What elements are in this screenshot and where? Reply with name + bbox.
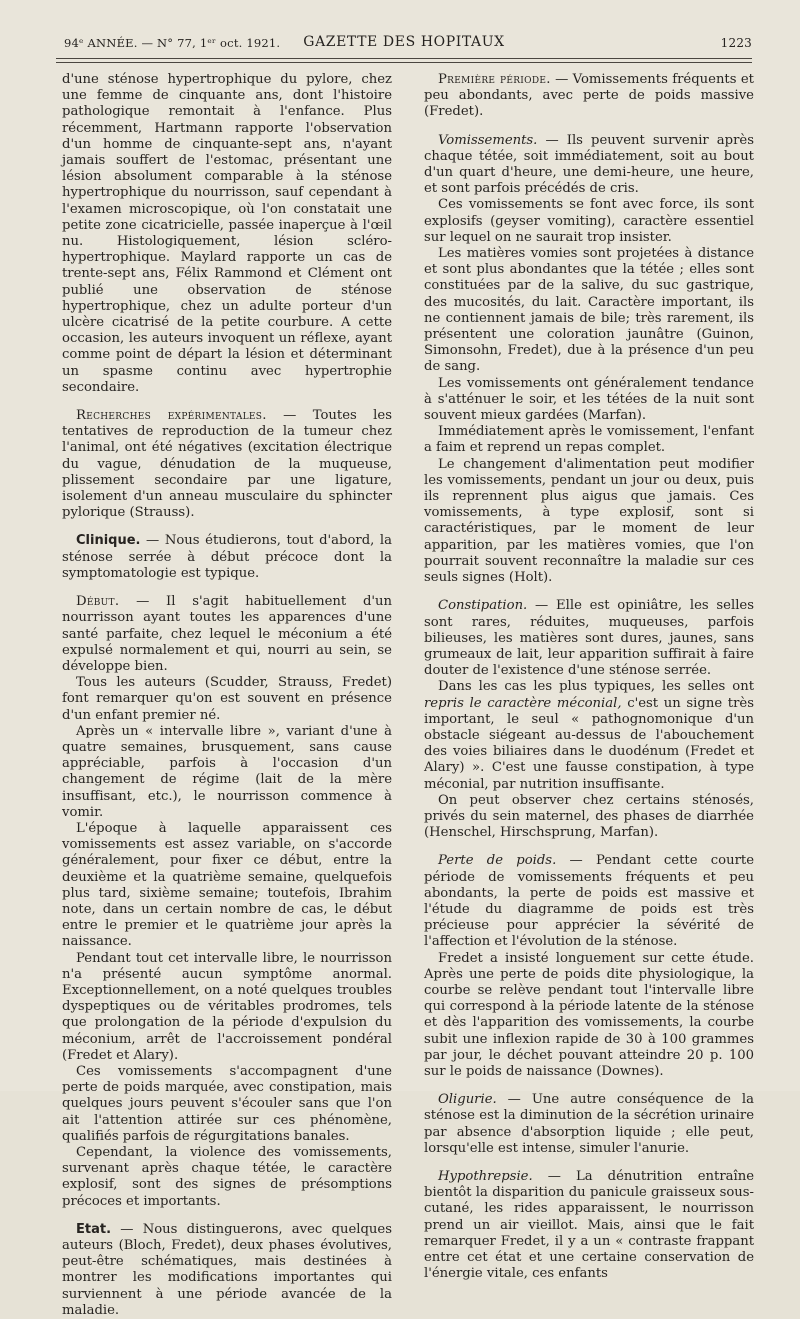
paragraph-experimental (62, 408, 392, 521)
paragraph-hypothrepsie (424, 1169, 754, 1282)
section-heading: Etat. (76, 1221, 112, 1237)
right-column (424, 72, 754, 1282)
left-column (62, 72, 392, 1319)
paragraph-premiere-periode (424, 72, 754, 121)
paragraph-text: — Il s'agit habituellement d'un nourrisson ayant toutes les apparences d'une santé parfaite, chez lequel le méconium a été expulsé normalement et qui, nourri au sein, se développe bien. (62, 594, 392, 674)
paragraph: Tous les auteurs (Scudder, Strauss, Fredet) font remarquer qu'on est souvent en présence d'un enfant premier né. (62, 675, 392, 723)
section-heading: Hypothrepsie. (438, 1169, 533, 1184)
paragraph-text: Dans les cas les plus typiques, les selles ont (438, 679, 754, 695)
paragraph-text: — Vomissements fréquents et peu abondants, avec perte de poids massive (Fredet). (424, 72, 754, 120)
section-heading: Vomissements. (438, 132, 538, 148)
paragraph-oligurie (424, 1092, 754, 1157)
paragraph: Le changement d'alimentation peut modifier les vomissements, pendant un jour ou deux, puis ils reprennent plus aigus que jamais. Ces vomissements, à type explosif, sont si caractéristiques, par le moment de leur apparition, par les matières vomies, que l'on pourrait souvent reconnaître la maladie sur ces seuls signes (Holt). (424, 456, 754, 586)
paragraph-vomissements (424, 133, 754, 198)
running-header (56, 30, 752, 54)
paragraph-perte-de-poids (424, 853, 754, 950)
paragraph-text: — Pendant cette courte période de vomissements fréquents et peu abondants, la perte de poids est massive et l'étude du diagramme de poids est très précieuse pour apprécier la sévérité de l'affection et l'évolution de la sténose. (424, 853, 754, 950)
paragraph: On peut observer chez certains sténosés, privés du sein maternel, des phases de diarrhée (Henschel, Hirschsprung, Marfan). (424, 792, 754, 841)
section-heading: Clinique. (76, 533, 141, 549)
paragraph: Les matières vomies sont projetées à distance et sont plus abondantes que la tétée ; elles sont constituées par de la salive, du suc gastrique, des mucosités, du lait. Caractère important, ils ne contiennent jamais de bile; très rarement, ils présentent une coloration jaunâtre (Guinon, Simonsohn, Fredet), due à la présence d'un peu de sang. (424, 246, 754, 375)
section-heading: Constipation. (438, 598, 528, 614)
paragraph: Fredet a insisté longuement sur cette étude. Après une perte de poids dite physiologique, la courbe se relève pendant tout l'intervalle libre qui correspond à la période latente de la sténose et dès l'apparition des vomissements, la courbe subit une inflexion rapide de 30 à 100 grammes par jour, le déchet pouvant atteindre 20 p. 100 sur le poids de naissance (Downes). (424, 950, 754, 1079)
paragraph-text: — Elle est opiniâtre, les selles sont rares, réduites, muqueuses, parfois bilieuses, les matières sont dures, jaunes, sans grumeaux de lait, leur apparition suffirait à faire douter de l'existence d'une sténose serrée. (424, 598, 754, 679)
journal-title: GAZETTE DES HOPITAUX (303, 34, 505, 50)
paragraph-text: c'est un signe très important, le seul « pathognomonique d'un obstacle siégeant au-dessus de l'abouchement des voies biliaires dans le duodénum (Fredet et Alary) ». C'est une fausse constipation, à type méconial, par nutrition insuffisante. (424, 695, 754, 792)
header-rule (56, 58, 752, 63)
paragraph: d'une sténose hypertrophique du pylore, chez une femme de cinquante ans, dont l'histoire pathologique remontait à l'enfance. Plus récemment, Hartmann rapporte l'observation d'un homme de cinquante-sept ans, n'ayant jamais souffert de l'estomac, présentant une lésion absolument comparable à la sténose hypertrophique du nourrisson, sauf cependant à l'examen microscopique, où l'on constatait une petite zone cicatricielle, passée inaperçue à l'œil nu. Histologiquement, lésion scléro-hypertrophique. Maylard rapporte un cas de trente-sept ans, Félix Rammond et Clément ont publié une observation de sténose hypertrophique, chez un adulte porteur d'un ulcère cicatrisé de la petite courbure. A cette occasion, les auteurs invoquent un réflexe, ayant comme point de départ la lésion et déterminant un spasme continu avec hypertrophie secondaire. (62, 72, 392, 395)
paragraph: Après un « intervalle libre », variant d'une à quatre semaines, brusquement, sans cause appréciable, parfois à l'occasion d'un changement de régime (lait de la mère insuffisant, etc.), le nourrisson commence à vomir. (62, 723, 392, 820)
paragraph-text: — Nous distinguerons, avec quelques auteurs (Bloch, Fredet), deux phases évolutives, peut-être schématiques, mais destinées à montrer les modifications importantes qui surviennent à une période avancée de la maladie. (62, 1221, 392, 1318)
paragraph: Ces vomissements s'accompagnent d'une perte de poids marquée, avec constipation, mais quelques jours peuvent s'écouler sans que l'on ait l'attention attirée sur ces phénomène, qualifiés parfois de régurgitations banales. (62, 1063, 392, 1144)
paragraph-meconial (424, 679, 754, 792)
paragraph-text: — Une autre conséquence de la sténose est la diminution de la sécrétion urinaire par absence d'absorption liquide ; elle peut, lorsqu'elle est intense, simuler l'anurie. (424, 1092, 754, 1156)
paragraph-constipation (424, 598, 754, 679)
issue-info: 94ᵉ ANNÉE. — N° 77, 1ᵉʳ oct. 1921. (64, 36, 281, 50)
paragraph-text: — Ils peuvent survenir après chaque tétée, soit immédiatement, soit au bout d'un quart d'heure, une demi-heure, une heure, et sont parfois précédés de cris. (424, 132, 754, 197)
emphasis-text: repris le caractère méconial, (424, 695, 622, 711)
paragraph: L'époque à laquelle apparaissent ces vomissements est assez variable, on s'accorde généralement, pour fixer ce début, entre la deuxième et la quatrième semaine, quelquefois plus tard, sixième semaine; toutefois, Ibrahim note, dans un certain nombre de cas, le début entre le premier et le quatrième jour après la naissance. (62, 820, 392, 950)
section-heading: Oligurie. (438, 1092, 497, 1108)
paragraph-debut (62, 594, 392, 675)
paragraph: Ces vomissements se font avec force, ils sont explosifs (geyser vomiting), caractère essentiel sur lequel on ne saurait trop insister. (424, 197, 754, 245)
paragraph-clinique (62, 533, 392, 582)
paragraph: Les vomissements ont généralement tendance à s'atténuer le soir, et les tétées de la nuit sont souvent mieux gardées (Marfan). (424, 375, 754, 424)
paragraph: Cependant, la violence des vomissements, survenant après chaque tétée, le caractère explosif, sont des signes de présomptions précoces et importants. (62, 1145, 392, 1209)
paragraph-text: — La dénutrition entraîne bientôt la disparition du panicule graisseux sous-cutané, les rides apparaissent, le nourrisson prend un air vieillot. Mais, ainsi que le fait remarquer Fredet, il y a un « contraste frappant entre cet état et une certaine conservation de l'énergie vitale, ces enfants (424, 1169, 754, 1282)
paragraph-etat (62, 1222, 392, 1319)
section-heading: Première période. (438, 72, 551, 87)
paragraph: Immédiatement après le vomissement, l'enfant a faim et reprend un repas complet. (424, 424, 754, 456)
section-heading: Recherches expérimentales. (76, 408, 267, 424)
section-heading: Perte de poids. (438, 853, 557, 869)
page-number: 1223 (720, 36, 752, 50)
paragraph-text: — Toutes les tentatives de reproduction de la tumeur chez l'animal, ont été négatives (excitation électrique du vague, dénudation de la muqueuse, plissement secondaire par une ligature, isolement d'un anneau musculaire du sphincter pylorique (Strauss). (62, 408, 392, 521)
paragraph-text: — Nous étudierons, tout d'abord, la sténose serrée à début précoce dont la symptomatologie est typique. (62, 533, 392, 581)
paragraph: Pendant tout cet intervalle libre, le nourrisson n'a présenté aucun symptôme anormal. Exceptionnellement, on a noté quelques troubles dyspeptiques ou de véritables prodromes, tels que prolongation de la période d'expulsion du méconium, arrêt de l'accroissement pondéral (Fredet et Alary). (62, 950, 392, 1063)
section-heading: Début. (76, 594, 120, 610)
